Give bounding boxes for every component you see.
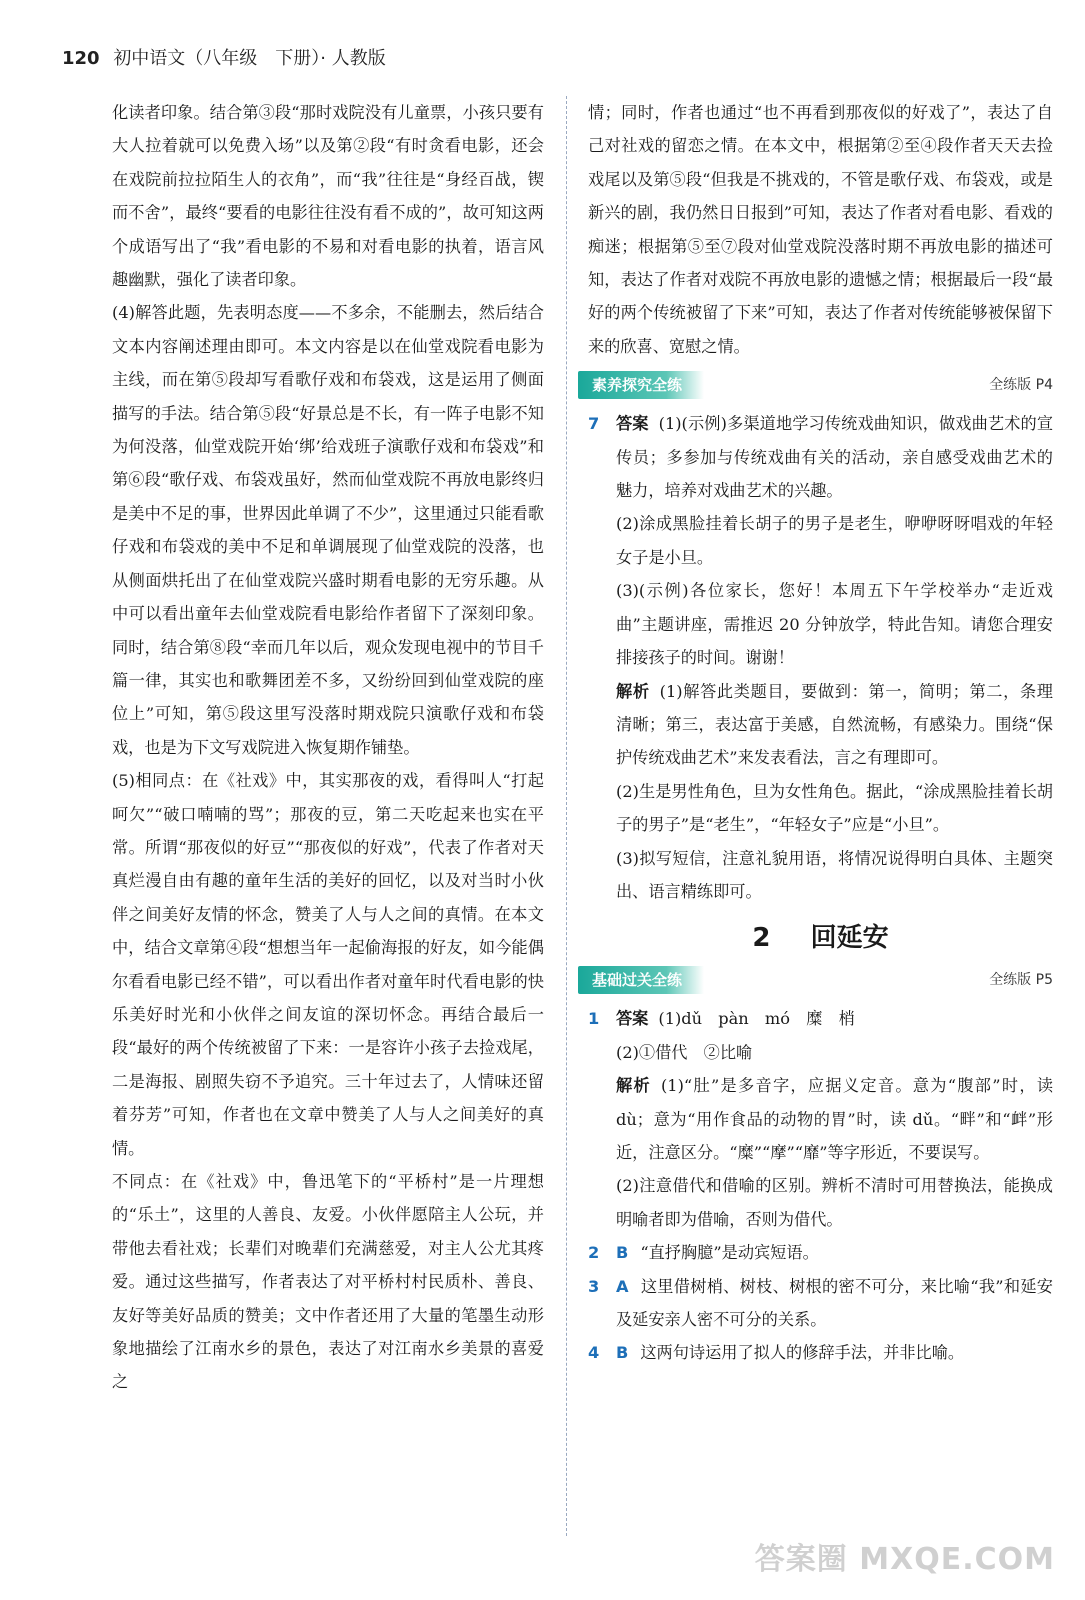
choice-letter: A xyxy=(616,1276,629,1296)
section-banner xyxy=(578,964,1053,996)
paragraph: 情；同时，作者也通过“也不再看到那夜似的好戏了”，表达了自己对社戏的留恋之情。在本文中，根据第②至④段作者天天去捡戏尾以及第⑤段“但我是不挑戏的，不管是歌仔戏、布袋戏，或是新兴的剧，我仍然日日报到”可知，表达了作者对看电影、看戏的痴迷；根据第⑤至⑦段对仙堂戏院没落时期不再放电影的描述可知，表达了作者对戏院不再放电影的遗憾之情；根据最后一段“最好的两个传统被留了下来”可知，表达了作者对传统能够被保留下来的欣喜、宽慰之情。 xyxy=(588,103,1053,356)
analysis-text: (2)生是男性角色，旦为女性角色。据此，“涂成黑脸挂着长胡子的男子”是“老生”，“年轻女子”应是“小旦”。 xyxy=(616,781,1053,835)
answer-text: (1)(示例)多渠道地学习传统戏曲知识，做戏曲艺术的宣传员；多参加与传统戏曲有关的活动，亲自感受戏曲艺术的魅力，培养对戏曲艺术的兴趣。 xyxy=(616,414,1054,501)
analysis-text: (1)“肚”是多音字，应据义定音。意为“腹部”时，读 dù；意为“用作食品的动物的胃”时，读 dǔ。“畔”和“衅”形近，注意区分。“糜”“摩”“靡”等字形近，不要误写。 xyxy=(616,1076,1054,1162)
choice-letter: B xyxy=(616,1243,629,1263)
book-title: 初中语文（八年级 下册）· 人教版 xyxy=(113,48,386,69)
question-2 xyxy=(588,1236,1053,1269)
right-column xyxy=(588,96,1053,1370)
question-number: 3 xyxy=(588,1276,600,1296)
question-4 xyxy=(588,1336,1053,1369)
answer-text: 这两句诗运用了拟人的修辞手法，并非比喻。 xyxy=(640,1343,965,1363)
watermark-logo: 答案圈 MXQE.COM xyxy=(754,1542,1055,1577)
answer-text: (1)dǔ pàn mó 糜 梢 xyxy=(658,1009,855,1029)
section-banner xyxy=(578,369,1053,401)
question-3 xyxy=(588,1270,1053,1337)
question-number: 4 xyxy=(588,1343,600,1363)
section-ref: 全练版 P4 xyxy=(989,376,1053,393)
section-ref: 全练版 P5 xyxy=(989,971,1053,988)
paragraph: 化读者印象。结合第③段“那时戏院没有儿童票，小孩只要有大人拉着就可以免费入场”以及第②段“有时贪看电影，还会在戏院前拉拉陌生人的衣角”，而“我”往往是“身经百战，锲而不舍”，最终“要看的电影往往没有看不成的”，故可知这两个成语写出了“我”看电影的不易和对看电影的执着，语言风趣幽默，强化了读者印象。 xyxy=(112,103,544,290)
answer-tag: 答案 xyxy=(616,414,649,434)
paragraph: 不同点：在《社戏》中，鲁迅笔下的“平桥村”是一片理想的“乐土”，这里的人善良、友爱。小伙伴愿陪主人公玩，并带他去看社戏；长辈们对晚辈们充满慈爱，对主人公尤其疼爱。通过这些描写，作者表达了对平桥村村民质朴、善良、友好等美好品质的赞美；文中作者还用了大量的笔墨生动形象地描绘了江南水乡的景色，表达了对江南水乡美景的喜爱之 xyxy=(112,1172,544,1392)
lesson-title xyxy=(588,918,1053,958)
question-number: 2 xyxy=(588,1243,600,1263)
answer-text: “直抒胸臆”是动宾短语。 xyxy=(640,1243,819,1263)
analysis-text: (1)解答此类题目，要做到：第一，简明；第二，条理清晰；第三，表达富于美感，自然流畅，有感染力。围绕“保护传统戏曲艺术”来发表看法，言之有理即可。 xyxy=(616,681,1053,768)
choice-letter: B xyxy=(616,1343,629,1363)
page-header xyxy=(62,44,386,70)
paragraph: (5)相同点：在《社戏》中，其实那夜的戏，看得叫人“打起呵欠”“破口喃喃的骂”；那夜的豆，第二天吃起来也实在平常。所谓“那夜似的好豆”“那夜似的好戏”，代表了作者对天真烂漫自由有趣的童年生活的美好的回忆，以及对当时小伙伴之间美好友情的怀念，赞美了人与人之间的真情。在本文中，结合文章第④段“想想当年一起偷海报的好友，如今能偶尔看看电影已经不错”，可以看出作者对童年时代看电影的快乐美好时光和小伙伴之间友谊的深切怀念。再结合最后一段“最好的两个传统被留了下来：一是容许小孩子去捡戏尾，二是海报、剧照失窃不予追究。三十年过去了，人情味还留着芬芳”可知，作者也在文章中赞美了人与人之间美好的真情。 xyxy=(112,771,544,1158)
answer-text: 这里借树梢、树枝、树根的密不可分，来比喻“我”和延安及延安亲人密不可分的关系。 xyxy=(616,1276,1053,1329)
section-label: 素养探究全练 xyxy=(578,371,704,399)
answer-tag: 答案 xyxy=(616,1009,649,1029)
answer-text: (3)(示例)各位家长，您好！本周五下午学校举办“走近戏曲”主题讲座，需推迟 20 分钟放学，特此告知。请您合理安排接孩子的时间。谢谢！ xyxy=(616,581,1053,668)
analysis-text: (3)拟写短信，注意礼貌用语，将情况说得明白具体、主题突出、语言精练即可。 xyxy=(616,848,1053,901)
paragraph: (4)解答此题，先表明态度——不多余，不能删去，然后结合文本内容阐述理由即可。本文内容是以在仙堂戏院看电影为主线，而在第⑤段却写看歌仔戏和布袋戏，这是运用了侧面描写的手法。结合第⑤段“好景总是不长，有一阵子电影不知为何没落，仙堂戏院开始‘绑’给戏班子演歌仔戏和布袋戏”和第⑥段“歌仔戏、布袋戏虽好，然而仙堂戏院不再放电影终归是美中不足的事，世界因此单调了不少”，这里通过只能看歌仔戏和布袋戏的美中不足和单调展现了仙堂戏院的没落，也从侧面烘托出了在仙堂戏院兴盛时期看电影的无穷乐趣。从中可以看出童年去仙堂戏院看电影给作者留下了深刻印象。同时，结合第⑧段“幸而几年以后，观众发现电视中的节目千篇一律，其实也和歌舞团差不多，又纷纷回到仙堂戏院的座位上”可知，第⑤段这里写没落时期戏院只演歌仔戏和布袋戏，也是为下文写戏院进入恢复期作铺垫。 xyxy=(112,303,544,757)
question-number: 1 xyxy=(588,1009,600,1029)
lesson-number: 2 xyxy=(752,923,771,954)
question-number: 7 xyxy=(588,414,600,434)
left-column xyxy=(112,96,544,1399)
lesson-name: 回延安 xyxy=(810,923,889,954)
analysis-tag: 解析 xyxy=(616,681,650,701)
answer-text: (2)涂成黑脸挂着长胡子的男子是老生，咿咿呀呀唱戏的年轻女子是小旦。 xyxy=(616,514,1053,567)
question-1 xyxy=(588,1002,1053,1236)
page-number: 120 xyxy=(62,48,100,69)
answer-text: (2)①借代 ②比喻 xyxy=(616,1042,753,1062)
column-divider xyxy=(566,96,567,1536)
question-7 xyxy=(588,407,1053,908)
section-label: 基础过关全练 xyxy=(578,966,704,994)
analysis-text: (2)注意借代和借喻的区别。辨析不清时可用替换法，能换成明喻者即为借喻，否则为借代。 xyxy=(616,1176,1053,1229)
analysis-tag: 解析 xyxy=(616,1076,651,1096)
